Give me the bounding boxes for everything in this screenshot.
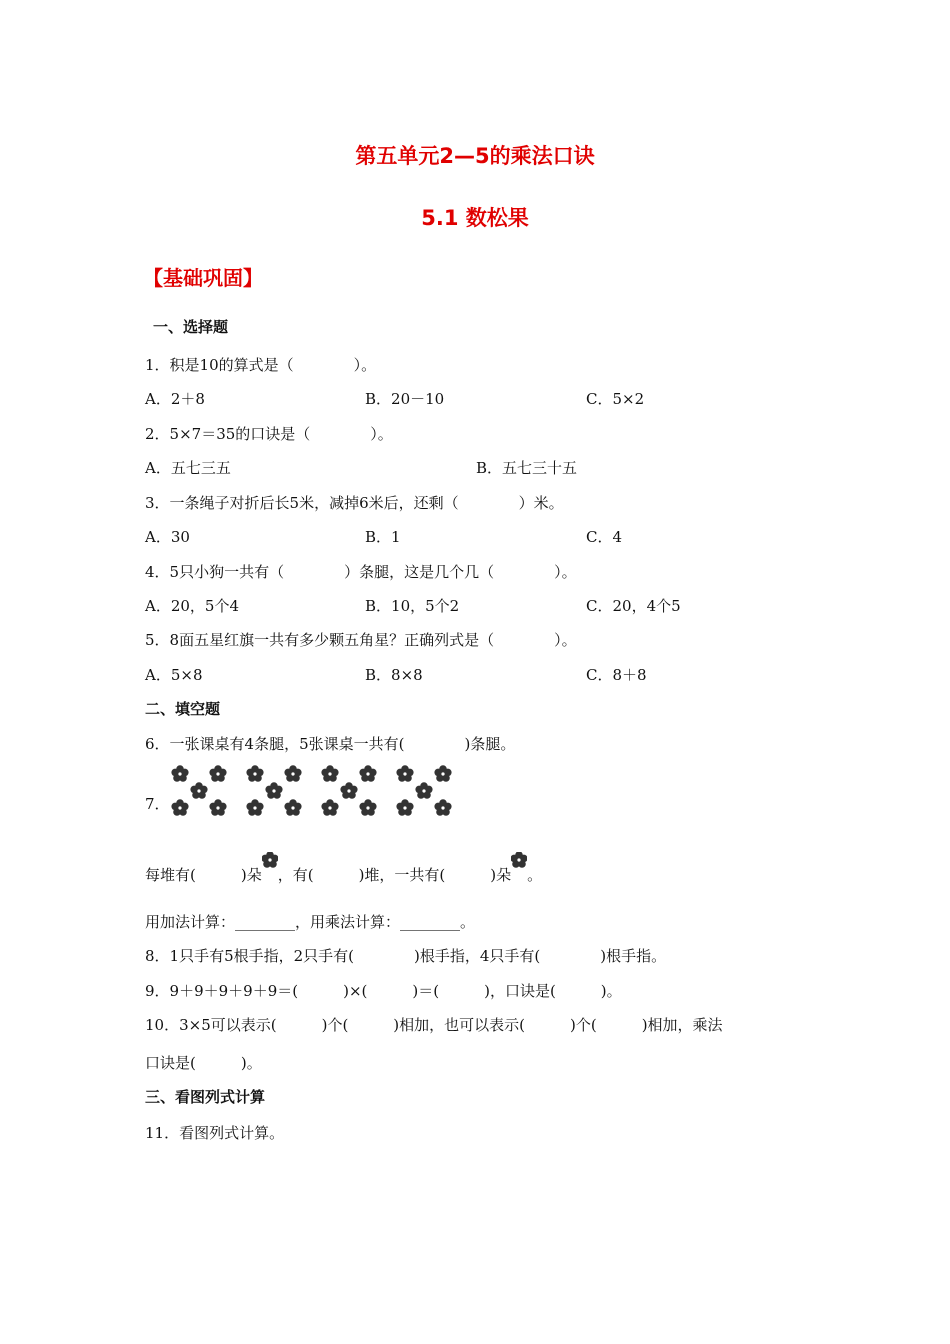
q3-option-b: B．1 xyxy=(365,528,401,546)
q8-stem: 8．1只手有5根手指，2只手有( )根手指，4只手有( )根手指。 xyxy=(145,947,667,965)
flower-icon xyxy=(262,852,278,868)
page-title: 第五单元2—5的乘法口诀 xyxy=(355,144,595,168)
flower-pile-2 xyxy=(246,765,301,816)
q5-option-b: B．8×8 xyxy=(365,666,423,684)
q3-option-a: A．30 xyxy=(145,528,190,546)
part2-heading: 二、填空题 xyxy=(145,700,221,718)
q4-stem: 4．5只小狗一共有（ ）条腿，这是几个几（ ）。 xyxy=(145,563,577,581)
q10-line1: 10．3×5可以表示( )个( )相加，也可以表示( )个( )相加，乘法 xyxy=(145,1016,723,1034)
q4-option-c: C．20，4个5 xyxy=(586,597,681,615)
q3-stem: 3．一条绳子对折后长5米，减掉6米后，还剩（ ）米。 xyxy=(145,494,564,512)
flower-icon xyxy=(511,852,527,868)
flower-pile-3 xyxy=(321,765,376,816)
q7-question xyxy=(145,864,542,885)
q7-seg3: 。 xyxy=(527,866,543,884)
q1-option-a: A．2＋8 xyxy=(145,390,205,408)
q9-stem: 9．9＋9＋9＋9＋9＝( )×( )＝( )，口诀是( )。 xyxy=(145,982,622,1000)
q1-stem: 1．积是10的算式是（ ）。 xyxy=(145,356,377,374)
part3-heading: 三、看图列式计算 xyxy=(145,1088,266,1106)
q7-number: 7． xyxy=(145,795,170,813)
q2-option-b: B．五七三十五 xyxy=(476,459,578,477)
q4-option-a: A．20，5个4 xyxy=(145,597,240,615)
q2-stem: 2．5×7＝35的口诀是（ ）。 xyxy=(145,425,393,443)
q1-option-b: B．20－10 xyxy=(365,390,445,408)
section-label: 【基础巩固】 xyxy=(143,266,263,290)
q1-option-c: C．5×2 xyxy=(586,390,645,408)
q5-option-c: C．8＋8 xyxy=(586,666,647,684)
q7-seg1: 每堆有( )朵 xyxy=(145,866,262,884)
q5-option-a: A．5×8 xyxy=(145,666,203,684)
q7-calc: 用加法计算：________，用乘法计算：________。 xyxy=(145,913,476,931)
flower-pile-4 xyxy=(396,765,451,816)
q4-option-b: B．10，5个2 xyxy=(365,597,460,615)
flower-pile-1 xyxy=(171,765,226,816)
q2-option-a: A．五七三五 xyxy=(145,459,231,477)
q7-seg2: ，有( )堆，一共有( )朵 xyxy=(277,866,512,884)
q5-stem: 5．8面五星红旗一共有多少颗五角星？正确列式是（ ）。 xyxy=(145,631,577,649)
flower-piles-figure xyxy=(160,760,460,826)
part1-heading: 一、选择题 xyxy=(153,318,229,336)
page-subtitle: 5.1 数松果 xyxy=(421,206,529,230)
q11-stem: 11．看图列式计算。 xyxy=(145,1124,285,1142)
q10-line2: 口诀是( )。 xyxy=(145,1054,262,1072)
q3-option-c: C．4 xyxy=(586,528,623,546)
q6-stem: 6．一张课桌有4条腿，5张课桌一共有( )条腿。 xyxy=(145,735,516,753)
